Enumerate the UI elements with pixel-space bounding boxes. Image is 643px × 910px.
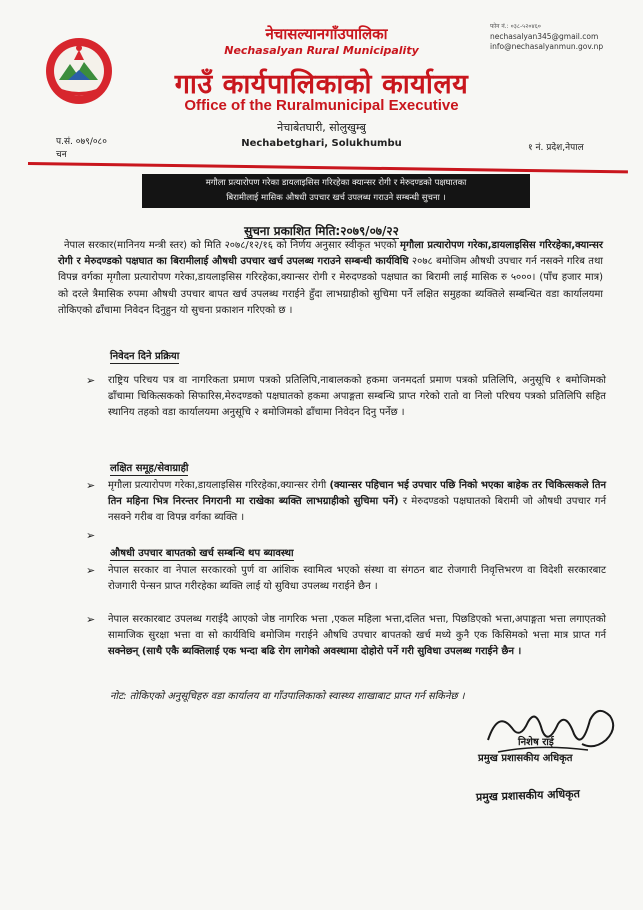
email-address: nechasalyan345@gmail.com	[490, 32, 599, 41]
intro-procedure-name: मृगौला प्रत्यारोपण गरेका,डायलाइसिस गरिरहेका,क्यान्सर रोगी र मेरुदण्डको पक्षघात का बिरामीलाई औषधी उपचार खर्च उपलब्ध गराउने सम्बन्धी कार्यविधि	[58, 240, 603, 268]
arrow-bullet-icon: ➢	[86, 613, 96, 626]
application-bullet	[86, 373, 606, 422]
intro-text-1: नेपाल सरकार(मानिनय मन्त्री स्तर) को मिति २०७८/१२/१६ को निर्णय अनुसार स्वीकृत भएको	[64, 240, 401, 251]
phone-number: फोन नं.: ०३८-५२०४६०	[490, 23, 541, 30]
subject-banner	[142, 174, 530, 208]
province-label: १ नं. प्रदेश,नेपाल	[528, 143, 584, 153]
header-divider	[28, 162, 628, 173]
subject-line-1: मगौला प्रत्यारोपण गरेका डायलाइसिस गरिरहेका क्यान्सर रोगी र मेरुदण्डको पक्षघातका	[205, 178, 467, 188]
additional-bullet-1	[86, 563, 606, 595]
notice-date-title	[0, 222, 643, 239]
arrow-bullet-icon: ➢	[86, 479, 96, 492]
additional-bullet-2	[86, 612, 606, 661]
signatory-name: निशेष राई	[518, 737, 554, 748]
intro-paragraph	[58, 238, 603, 319]
target-text-2: र मेरुदण्डको पक्षघातको बिरामी जो औषधी उपचार गर्न नसक्ने गरीब वा विपन्न वर्गका ब्यक्ति ।	[108, 496, 606, 524]
official-stamp: प्रमुख प्रशासकीय अधिकृत	[475, 787, 581, 804]
additional-bullet-2b: सक्नेछन् (साथै एकै ब्यक्तिलाई एक भन्दा बढि रोग लागेको अवस्थामा दोहोरो पर्ने गरी सुविधा उपलब्ध गराईने छैन ।	[108, 646, 522, 658]
dispatch-number: चन	[56, 150, 67, 160]
additional-bullet-2-text	[108, 612, 606, 661]
address-nepali: नेचाबेतघारी, सोलुखुम्बु	[277, 121, 366, 134]
signatory-title: प्रमुख प्रशासकीय अधिकृत	[478, 753, 573, 764]
application-heading: निवेदन दिने प्रक्रिया	[110, 351, 180, 362]
address-english: Nechabetghari, Solukhumbu	[241, 138, 402, 149]
arrow-bullet-icon: ➢	[86, 374, 96, 387]
notice-date-text: सुचना प्रकाशित मिति:२०७९/०७/२२	[244, 224, 399, 238]
target-group-bullet-text	[108, 478, 606, 527]
additional-bullet-1-text: नेपाल सरकार वा नेपाल सरकारको पुर्ण वा आंशिक स्वामित्व भएको संस्था वा संगठन बाट रोजगारी निवृत्तिभरण वा विदेशी सरकारबाट रोजगारी पेन्सन प्राप्त गरीरहेका ब्यक्ति लाई यो सुविधा उपलब्ध गराईने छैन ।	[108, 565, 606, 593]
target-group-bullet	[86, 478, 606, 527]
note-text: नोट: तोकिएको अनुसूचिहरु वडा कार्यालय वा गाँउपालिकाको स्वास्थ्य शाखाबाट प्राप्त गर्न सकिनेछ ।	[110, 691, 465, 702]
target-text-1: मृगौला प्रत्यारोपण गरेका,डायलाइसिस गरिरहेका,क्यान्सर रोगी	[108, 480, 330, 491]
additional-bullet-2a: नेपाल सरकारबाट उपलब्ध गराईदै आएको जेष्ठ नागरिक भत्ता ,एकल महिला भत्ता,दलित भत्ता, पिछडिएको भत्ता,अपाङ्गता भत्ता लगाएतको सामाजिक सुरक्षा भत्ता वा सो कार्यविधि बमोजिम गराईने औषधि उपचार बापतको खर्च मध्ये कुनै एक किसिमको भत्ता मात्र प्राप्त गर्न	[108, 614, 606, 642]
intro-text-2: २०७८ बमोजिम औषधी उपचार गर्न नसक्ने गरिब तथा विपन्न वर्गका मृगौला प्रत्यारोपण गरेका,डायलाइसिस गरिरहेका,क्यान्सर रोगी र मेरुदण्डको पक्षघात का बिरामी लाई मासिक रु ५०००। (पाँच हजार मात्र) को दरले त्रैमासिक रुपमा औषधी उपचार बापत खर्च उपलब्ध गराईने हुँदा लाभग्राहीको सुचिमा पर्ने लक्षित समुहका ब्यक्तिले सम्बन्धित वडा कार्यालयमा तोकिएको ढाँचामा निवेदन दिनुहुन यो सुचना प्रकाशन गरिएको छ ।	[58, 256, 603, 316]
municipality-name-english: Nechasalyan Rural Municipality	[224, 44, 419, 57]
target-text-bold: (क्यान्सर पहिचान भई उपचार पछि निको भएका बाहेक तर चिकित्सकले तिन तिन महिना भित्र निरन्तर निगरानी मा राखेका ब्यक्ति लाभग्राहीको सुचिमा पर्ने)	[108, 480, 607, 508]
reference-block	[56, 136, 107, 162]
arrow-bullet-icon: ➢	[86, 564, 96, 577]
office-name-nepali: गाउँ कार्यपालिकाको कार्यालय	[174, 69, 469, 100]
website-address: info@nechasalyanmun.gov.np	[490, 42, 604, 51]
target-group-heading: लक्षित समूह/सेवाग्राही	[110, 463, 189, 474]
municipality-name-nepali: नेचासल्यानगाँउपालिका	[265, 25, 388, 43]
additional-provision-heading: औषधी उपचार बापतको खर्च सम्बन्धि थप ब्यावस्था	[110, 548, 294, 559]
contact-block	[490, 22, 603, 52]
reference-number: प.सं. ०७९/०८०	[56, 137, 107, 147]
office-name-english: Office of the Ruralmunicipal Executive	[184, 97, 459, 114]
arrow-bullet-icon: ➢	[86, 529, 96, 542]
subject-line-2: बिरामीलाई मासिक औषधी उपचार खर्च उपलब्ध गराउने सम्बन्धी सुचना ।	[226, 193, 446, 203]
application-bullet-text: राष्ट्रिय परिचय पत्र वा नागरिकता प्रमाण पत्रको प्रतिलिपि,नाबालकको हकमा जनमदर्ता प्रमाण पत्रको प्रतिलिपि, अनुसूचि १ बमोजिमको ढाँचामा चिकित्सकको सिफारिस,मेरुदण्डको पक्षघातको हकमा अपाङ्गता सम्बन्धि प्राप्त गरेको रातो वा निलो परिचय पत्रको प्रतिलिपि सहित स्थानिय तहको वडा कार्यालयमा अनुसूचि २ बमोजिमको ढाँचामा निवेदन दिनु पर्नेछ ।	[108, 375, 606, 419]
